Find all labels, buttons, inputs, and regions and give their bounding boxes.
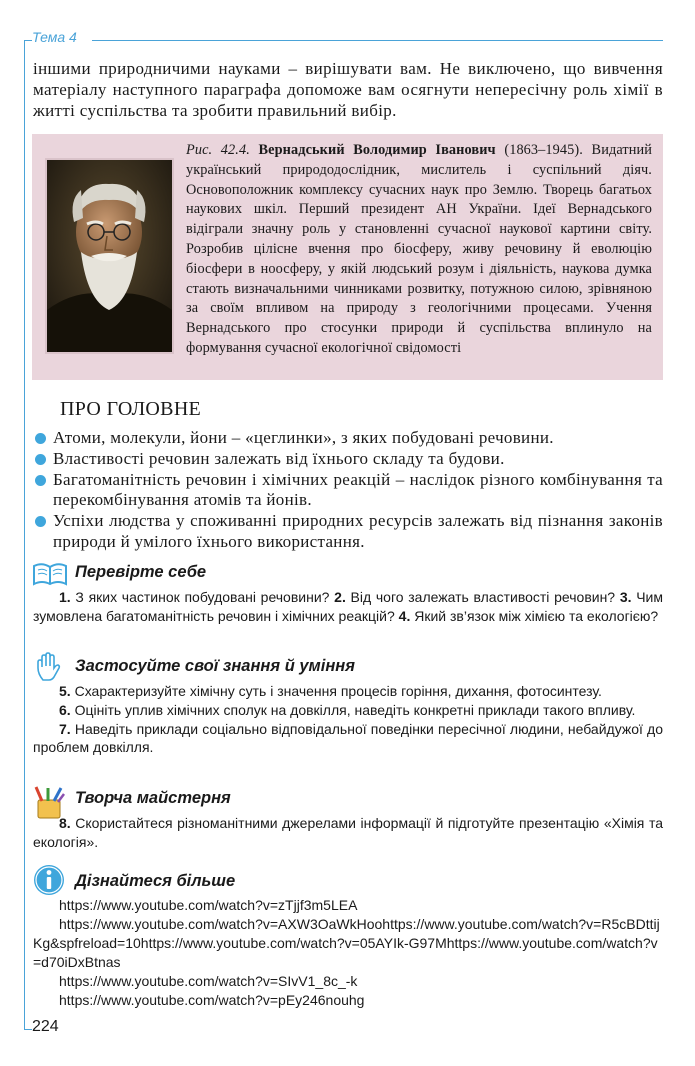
creative-workshop-heading: Творча майстерня xyxy=(75,789,231,807)
margin-bar-tick xyxy=(24,1029,32,1030)
open-book-icon xyxy=(32,562,68,591)
summary-heading: ПРО ГОЛОВНЕ xyxy=(60,398,202,420)
list-item: Успіхи людства у споживанні природних ресурсів залежать від пізнання законів природи й умілого їхнього використання. xyxy=(33,511,663,553)
intro-paragraph: іншими природничими науками – вирішувати вам. Не виключено, що вивчення матеріалу наступного параграфа допоможе вам осягнути непересічну роль хімії в житті суспільства та зробити правильний вибір. xyxy=(33,59,663,120)
figure-person-name: Вернадський Володимир Іванович xyxy=(258,142,496,158)
margin-bar xyxy=(24,40,25,1030)
list-item: Багатоманітність речовин і хімічних реакцій – наслідок різного комбінування та перекомбінування атомів та йонів. xyxy=(33,470,663,512)
page-number: 224 xyxy=(32,1018,59,1035)
link[interactable]: https://www.youtube.com/watch?v=pEy246nouhg xyxy=(59,992,365,1008)
bullet-dot-icon xyxy=(35,516,46,527)
bullet-dot-icon xyxy=(35,433,46,444)
bullet-dot-icon xyxy=(35,454,46,465)
margin-bar-tick xyxy=(24,40,32,41)
apply-knowledge-questions: 5. Схарактеризуйте хімічну суть і значення процесів горіння, дихання, фотосинтезу. 6. Оцініть уплив хімічних сполук на довкілля, наведіть конкретні приклади такого впливу. 7. Наведіть приклади соціально відповідальної поведінки пересічної людини, небайдужої до проблем довкілля. xyxy=(33,683,663,756)
list-item: Атоми, молекули, йони – «цеглинки», з яких побудовані речовини. xyxy=(33,428,663,449)
figure-caption xyxy=(186,141,652,359)
portrait-illustration xyxy=(47,160,172,352)
learn-more-links xyxy=(33,896,663,1010)
link[interactable]: https://www.youtube.com/watch?v=AXW3OaWkHoohttps://www.youtube.com/watch?v=R5cBDttijKg&spfreload=10https://www.youtube.com/watch?v=05AYIk-G97Mhttps://www.youtube.com/watch?v=d70iDxBtnas xyxy=(33,916,660,970)
learn-more-heading: Дізнайтеся більше xyxy=(75,872,236,890)
topic-label: Тема 4 xyxy=(32,29,77,45)
link[interactable]: https://www.youtube.com/watch?v=SIvV1_8c_-k xyxy=(59,973,358,989)
link[interactable]: https://www.youtube.com/watch?v=zTjjf3m5LEA xyxy=(59,897,358,913)
check-yourself-questions: 1. З яких частинок побудовані речовини? 2. Від чого залежать властивості речовин? 3. Чим зумовлена багатоманітність речовин і хімічних реакцій? 4. Який зв’язок між хімією та екологією? xyxy=(33,589,663,624)
apply-knowledge-heading: Застосуйте свої знання й уміння xyxy=(75,657,355,675)
list-item: Властивості речовин залежать від їхнього складу та будови. xyxy=(33,449,663,470)
creative-workshop-task: 8. Скористайтеся різноманітними джерелами інформації й підготуйте презентацію «Хімія та екологія». xyxy=(33,815,663,850)
figure-description: (1863–1945). Видатний український природодослідник, мислитель і суспільний діяч. Основоположник комплексу сучасних наук про Землю. Творець багатьох наукових шкіл. Перший президент АН України. Ідеї Вернадського відіграли значну роль у становленні сучасної наукової картини світу. Розробив цілісне вчення про біосферу, живу речовину й еволюцію біосфери в ноосферу, у якій людський розум і діяльність, наукова думка стають визначальними чинниками розвитку, потужною силою, зрівняною за своїм впливом на природу з геологічними процесами. Учення Вернадського про стосунки природи й суспільства вплинуло на формування сучасної екологічної свідомості xyxy=(186,142,652,356)
bullet-dot-icon xyxy=(35,475,46,486)
check-yourself-heading: Перевірте себе xyxy=(75,563,207,581)
portrait-photo xyxy=(47,160,172,352)
figure-label: Рис. 42.4. xyxy=(186,142,250,158)
header-rule xyxy=(92,40,663,41)
summary-list xyxy=(33,428,663,553)
